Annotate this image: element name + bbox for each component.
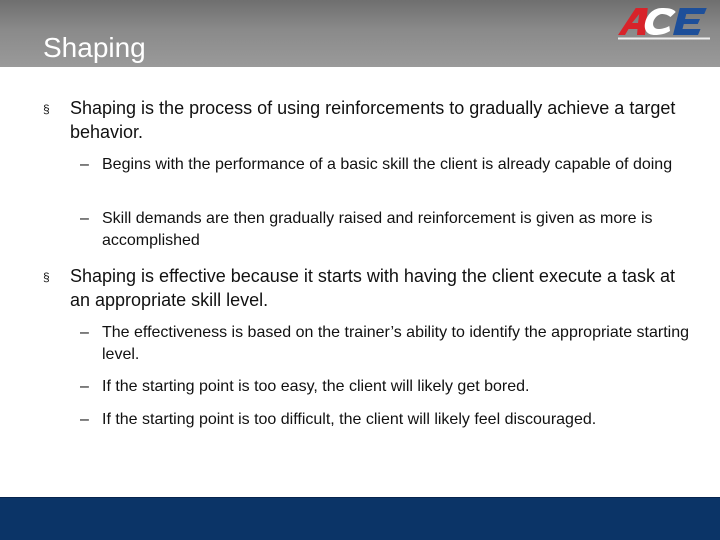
sub-bullet-text: Begins with the performance of a basic skill the client is already capable of doing: [102, 156, 673, 173]
slide-title: Shaping: [43, 32, 146, 63]
dash-marker: –: [80, 210, 89, 227]
bullet-2-text: Shaping is effective because it starts with having the client execute a task at an appropriate skill level.: [70, 266, 676, 310]
dash-marker: –: [80, 411, 89, 428]
sub-bullet-2-1: [80, 322, 692, 366]
footer-bar: [0, 497, 720, 540]
dash-marker: –: [80, 324, 89, 341]
ace-logo-icon: [612, 3, 716, 43]
dash-marker: –: [80, 378, 89, 395]
sub-bullet-2-2: [80, 376, 692, 398]
dash-marker: –: [80, 156, 89, 173]
sub-bullet-1-2: [80, 208, 692, 252]
bullet-marker: §: [43, 270, 50, 284]
sub-bullet-text: If the starting point is too easy, the client will likely get bored.: [102, 378, 530, 395]
sub-bullet-text: If the starting point is too difficult, the client will likely feel discouraged.: [102, 411, 597, 428]
sub-bullet-1-1: [80, 154, 692, 176]
sub-bullet-text: Skill demands are then gradually raised and reinforcement is given as more is accomplished: [102, 210, 653, 249]
sub-bullet-2-3: [80, 409, 702, 431]
title-bar: [0, 0, 720, 67]
bullet-1-text: Shaping is the process of using reinforcements to gradually achieve a target behavior.: [70, 98, 676, 142]
bullet-2: [43, 264, 690, 312]
bullet-marker: §: [43, 102, 50, 116]
bullet-1: [43, 96, 690, 144]
sub-bullet-text: The effectiveness is based on the trainer’s ability to identify the appropriate starting level.: [102, 324, 690, 363]
